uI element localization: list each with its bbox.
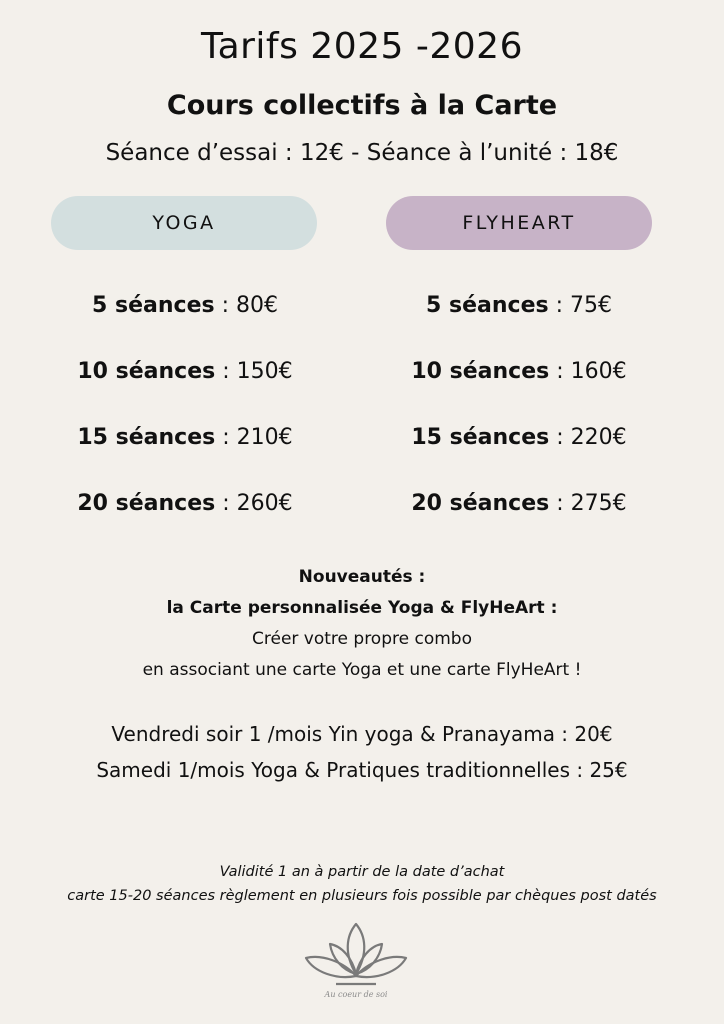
page-title: Tarifs 2025 -2026 — [201, 26, 523, 67]
session-price: : 160€ — [549, 359, 627, 384]
session-price: : 260€ — [215, 491, 293, 516]
yoga-price-row — [30, 286, 340, 352]
session-price: : 80€ — [214, 293, 278, 318]
yoga-price-row — [30, 418, 340, 484]
session-count: 20 séances — [77, 491, 216, 516]
session-price: : 75€ — [548, 293, 612, 318]
session-count: 10 séances — [411, 359, 550, 384]
footer-notes — [0, 860, 724, 908]
yoga-price-list — [30, 286, 340, 550]
session-count: 10 séances — [77, 359, 216, 384]
flyheart-price-row — [364, 418, 674, 484]
monthly-events — [0, 716, 724, 788]
news-line: Créer votre propre combo — [252, 629, 472, 649]
session-count: 5 séances — [92, 293, 215, 318]
custom-card-title: la Carte personnalisée Yoga & FlyHeArt : — [166, 598, 558, 618]
news-heading: Nouveautés : — [298, 567, 426, 587]
yoga-price-row — [30, 484, 340, 550]
session-count: 15 séances — [411, 425, 550, 450]
payment-note: carte 15-20 séances règlement en plusieurs fois possible par chèques post datés — [67, 888, 657, 904]
flyheart-price-list — [364, 286, 674, 550]
logo-wordmark: Au coeur de soi — [324, 990, 388, 999]
validity-note: Validité 1 an à partir de la date d’achat — [219, 864, 505, 880]
session-price: : 220€ — [549, 425, 627, 450]
news-section — [0, 562, 724, 686]
session-price: : 150€ — [215, 359, 293, 384]
flyheart-price-row — [364, 352, 674, 418]
session-count: 20 séances — [411, 491, 550, 516]
flyheart-header-pill: FLYHEART — [386, 196, 652, 250]
news-line: en associant une carte Yoga et une carte FlyHeArt ! — [142, 660, 582, 680]
yoga-header-pill: YOGA — [51, 196, 317, 250]
flyheart-price-row — [364, 286, 674, 352]
session-price: : 210€ — [215, 425, 293, 450]
trial-and-single-prices: Séance d’essai : 12€ - Séance à l’unité : 18€ — [105, 140, 619, 166]
session-count: 5 séances — [426, 293, 549, 318]
session-price: : 275€ — [549, 491, 627, 516]
yoga-price-row — [30, 352, 340, 418]
saturday-event: Samedi 1/mois Yoga & Pratiques traditionnelles : 25€ — [96, 758, 628, 782]
session-count: 15 séances — [77, 425, 216, 450]
page-subtitle: Cours collectifs à la Carte — [166, 90, 558, 121]
flyheart-price-row — [364, 484, 674, 550]
friday-event: Vendredi soir 1 /mois Yin yoga & Pranayama : 20€ — [111, 722, 613, 746]
